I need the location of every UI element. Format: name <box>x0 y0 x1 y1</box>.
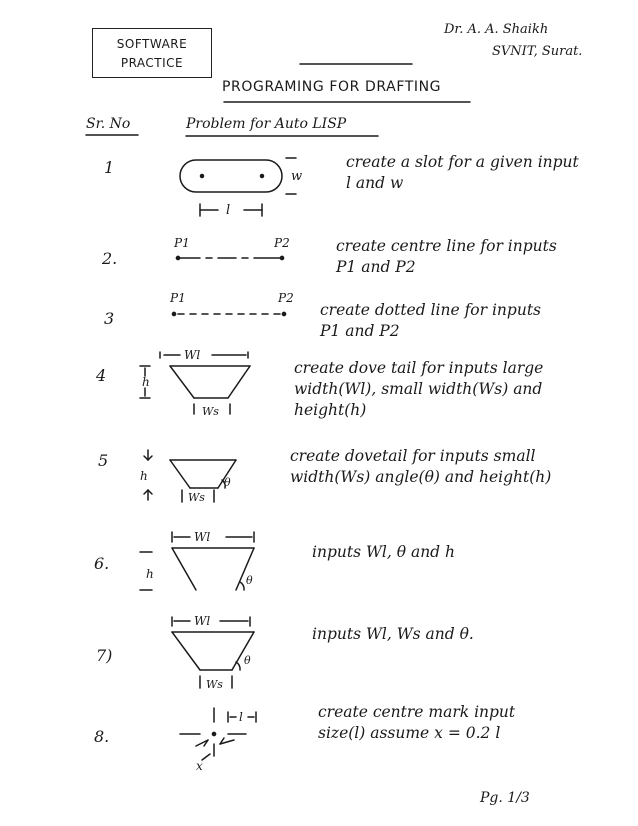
label-wl: Wl <box>184 348 201 362</box>
label-ws: Ws <box>206 678 223 691</box>
label-l: l <box>239 710 243 724</box>
author-institute: SVNIT, Surat. <box>492 44 583 59</box>
centre-line-sketch <box>173 236 290 260</box>
label-theta: θ <box>246 574 253 587</box>
label-x: x <box>196 759 203 773</box>
item-number: 3 <box>104 309 115 328</box>
label-h: h <box>140 469 148 483</box>
item-description: create dove tail for inputs large width(Wl), small width(Ws) and height(h) <box>294 359 544 419</box>
label-w: w <box>291 169 303 184</box>
label-h: h <box>146 567 154 581</box>
label-ws: Ws <box>188 491 205 504</box>
dovetail-sketch-7 <box>172 614 254 691</box>
header-box-line2: PRACTICE <box>120 56 184 70</box>
dovetail-sketch-4 <box>140 348 250 418</box>
slot-sketch <box>180 158 302 218</box>
item-description: create dotted line for inputs P1 and P2 <box>320 301 541 340</box>
item-description: inputs Wl, θ and h <box>312 543 456 561</box>
label-wl: Wl <box>194 530 211 544</box>
label-p1: P1 <box>170 291 186 305</box>
label-l: l <box>226 203 231 218</box>
item-description: create centre line for inputs P1 and P2 <box>336 237 557 276</box>
item-description: create centre mark input size(l) assume x = 0.2 l <box>318 703 516 742</box>
centre-mark-sketch <box>180 708 256 773</box>
header-box-line1: SOFTWARE <box>116 37 188 51</box>
label-wl: Wl <box>194 614 211 628</box>
column-problem: Problem for Auto LISP <box>186 116 347 132</box>
page-number: Pg. 1/3 <box>480 790 530 806</box>
item-description: inputs Wl, Ws and θ. <box>312 625 474 643</box>
label-theta: θ <box>224 476 231 489</box>
label-p2: P2 <box>274 236 290 250</box>
item-number: 2. <box>102 249 118 268</box>
item-description: create dovetail for inputs small width(Ws) angle(θ) and height(h) <box>290 447 552 486</box>
dovetail-sketch-6 <box>140 530 254 590</box>
label-p2: P2 <box>278 291 294 305</box>
item-number: 1 <box>104 158 115 177</box>
label-ws: Ws <box>202 405 219 418</box>
column-srno: Sr. No <box>86 116 131 132</box>
label-theta: θ <box>244 654 251 667</box>
item-description: create a slot for a given input l and w <box>346 153 579 192</box>
item-number: 6. <box>94 554 110 573</box>
author-name: Dr. A. A. Shaikh <box>444 22 549 37</box>
item-number: 8. <box>94 727 110 746</box>
dovetail-sketch-5 <box>140 450 236 504</box>
label-p1: P1 <box>174 236 190 250</box>
label-h: h <box>142 375 150 389</box>
dotted-line-sketch <box>169 291 294 316</box>
item-number: 4 <box>96 366 107 385</box>
item-number: 5 <box>98 451 109 470</box>
item-number: 7) <box>96 646 113 665</box>
page-title: PROGRAMING FOR DRAFTING <box>222 79 442 95</box>
